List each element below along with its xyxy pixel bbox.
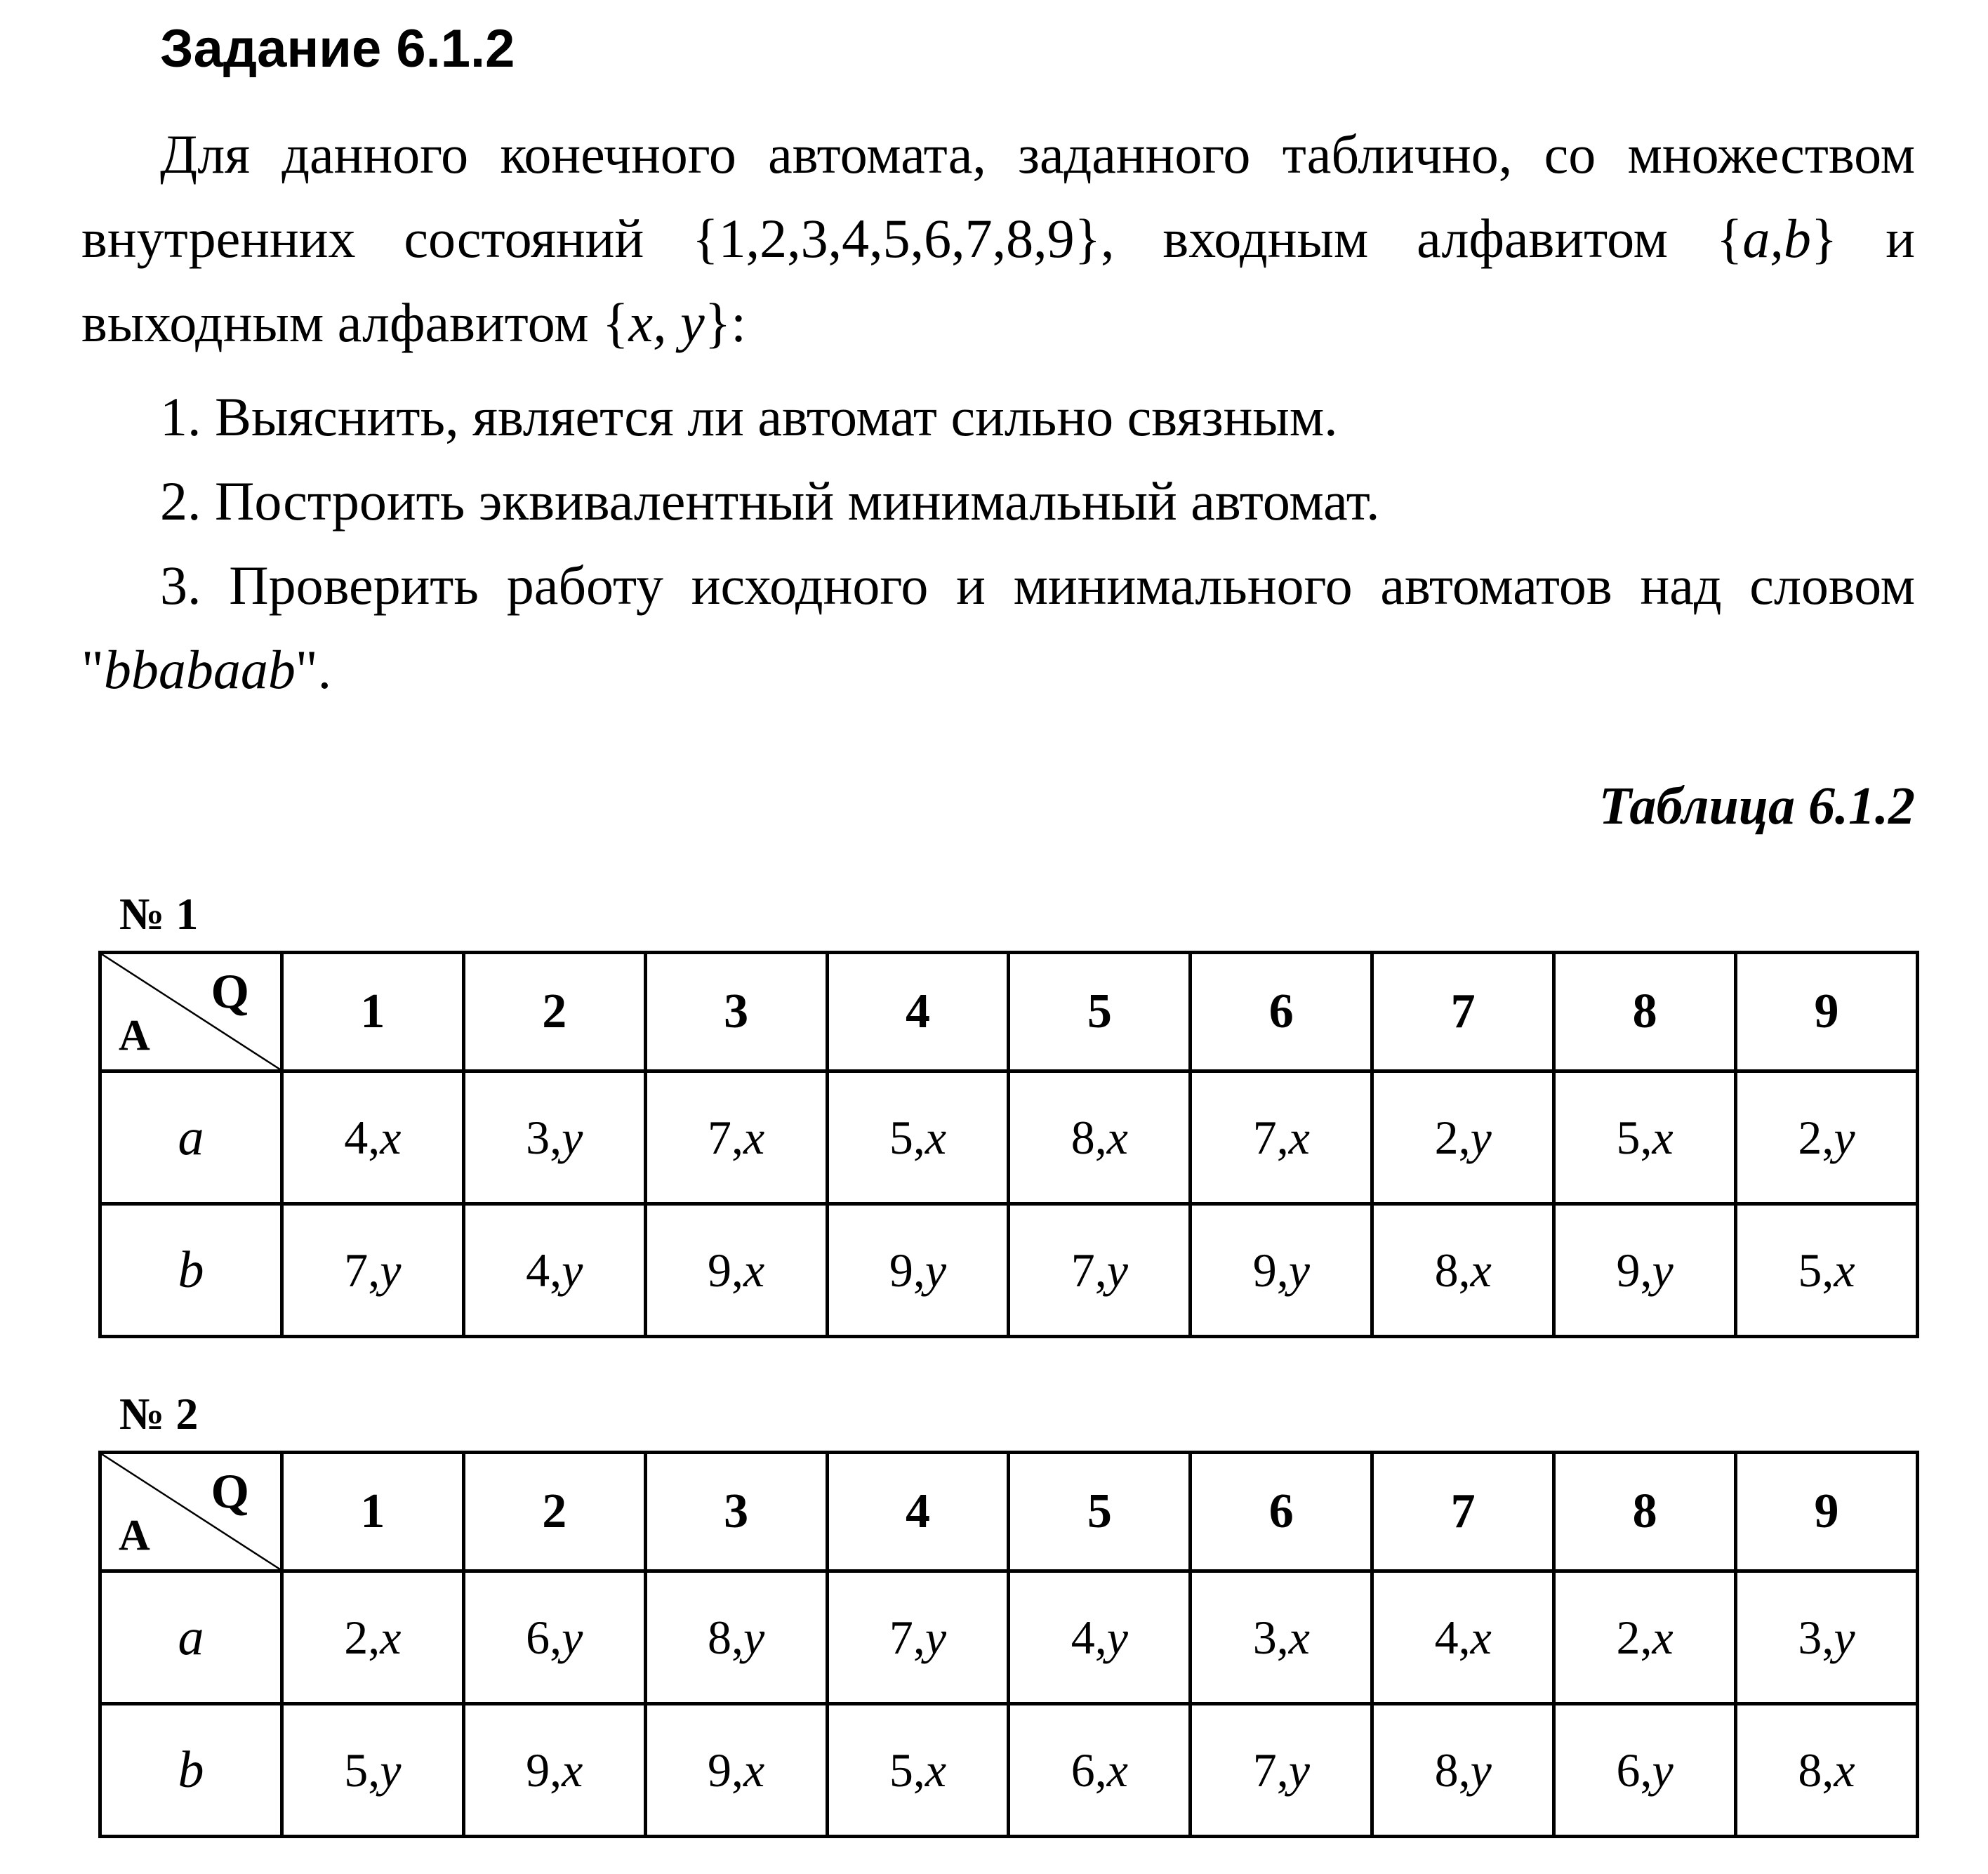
table-cell: 6,y [1554,1704,1736,1837]
table-1-label: № 1 [119,889,199,939]
table-cell: 7,x [645,1071,827,1204]
table-2-label: № 2 [119,1389,199,1439]
table-cell: 4,y [463,1204,645,1337]
table-cell: 3,y [1736,1571,1918,1704]
task-title: Задание 6.1.2 [160,19,515,79]
table-row [100,1571,1918,1704]
state-header: 7 [1372,953,1554,1071]
state-header: 7 [1372,1453,1554,1571]
table-cell: 7,y [1009,1204,1191,1337]
task-item-2: 2. Построить эквивалентный минимальный автомат. [160,470,1380,532]
table-cell: 3,x [1191,1571,1372,1704]
table-cell: 7,y [827,1571,1009,1704]
input-alphabet: a,b [1742,208,1811,269]
table-cell: 9,x [645,1704,827,1837]
state-header: 9 [1736,953,1918,1071]
table-row [100,1704,1918,1837]
intro-text-1: Для данного конечного автомата, заданного таблично, со множеством внутренних состояний {1,2,3,4,5,6,7,8,9}, входным алфавитом { [81,124,1915,269]
task-item-1: 1. Выяснить, является ли автомат сильно связным. [160,386,1338,447]
state-header: 8 [1554,953,1736,1071]
state-header: 2 [463,1453,645,1571]
table-cell: 8,x [1372,1204,1554,1337]
table-cell: 5,x [1736,1204,1918,1337]
table-cell: 7,y [281,1204,463,1337]
state-header: 2 [463,953,645,1071]
table-cell: 8,y [645,1571,827,1704]
task-item-3-end: ". [295,639,332,700]
table-cell: 8,x [1009,1071,1191,1204]
state-header: 1 [281,953,463,1071]
corner-cell [100,953,282,1071]
table-cell: 9,y [1191,1204,1372,1337]
table-header-row [100,953,1918,1071]
task-item-3-text: 3. Проверить работу исходного и минимального автоматов над словом " [81,555,1915,700]
table-cell: 5,y [281,1704,463,1837]
input-symbol: a [100,1571,282,1704]
table-row [100,1204,1918,1337]
table-cell: 4,x [1372,1571,1554,1704]
task-description [81,112,1915,365]
table-cell: 2,x [1554,1571,1736,1704]
table-cell: 7,x [1191,1071,1372,1204]
table-cell: 5,x [827,1071,1009,1204]
state-header: 4 [827,953,1009,1071]
corner-a-label: A [119,1012,150,1060]
table-cell: 9,y [1554,1204,1736,1337]
table-cell: 2,y [1372,1071,1554,1204]
corner-cell [100,1453,282,1571]
corner-q-label: Q [211,1465,249,1519]
state-header: 4 [827,1453,1009,1571]
output-alphabet: x, y [628,292,705,353]
table-cell: 2,x [281,1571,463,1704]
table-cell: 2,y [1736,1071,1918,1204]
table-cell: 6,y [463,1571,645,1704]
table-cell: 9,x [645,1204,827,1337]
corner-a-label: A [119,1512,150,1559]
state-header: 8 [1554,1453,1736,1571]
state-header: 6 [1191,953,1372,1071]
intro-text-2: } и выходным алфавитом { [81,208,1915,353]
state-header: 5 [1009,1453,1191,1571]
corner-q-label: Q [211,965,249,1019]
state-header: 3 [645,953,827,1071]
table-cell: 6,x [1009,1704,1191,1837]
table-row [100,1071,1918,1204]
table-cell: 5,x [827,1704,1009,1837]
table-cell: 4,y [1009,1571,1191,1704]
table-cell: 8,x [1736,1704,1918,1837]
transition-table-1 [98,951,1919,1338]
table-cell: 4,x [281,1071,463,1204]
task-item-3 [81,543,1915,712]
input-symbol: a [100,1071,282,1204]
table-cell: 7,y [1191,1704,1372,1837]
table-cell: 9,x [463,1704,645,1837]
table-cell: 5,x [1554,1071,1736,1204]
table-cell: 3,y [463,1071,645,1204]
state-header: 3 [645,1453,827,1571]
intro-text-3: }: [704,292,746,353]
test-word: bbabaab [103,639,296,700]
transition-table-2 [98,1451,1919,1838]
state-header: 1 [281,1453,463,1571]
input-symbol: b [100,1704,282,1837]
table-cell: 8,y [1372,1704,1554,1837]
state-header: 9 [1736,1453,1918,1571]
table-cell: 9,y [827,1204,1009,1337]
input-symbol: b [100,1204,282,1337]
state-header: 5 [1009,953,1191,1071]
state-header: 6 [1191,1453,1372,1571]
table-caption: Таблица 6.1.2 [1598,777,1915,836]
table-header-row [100,1453,1918,1571]
